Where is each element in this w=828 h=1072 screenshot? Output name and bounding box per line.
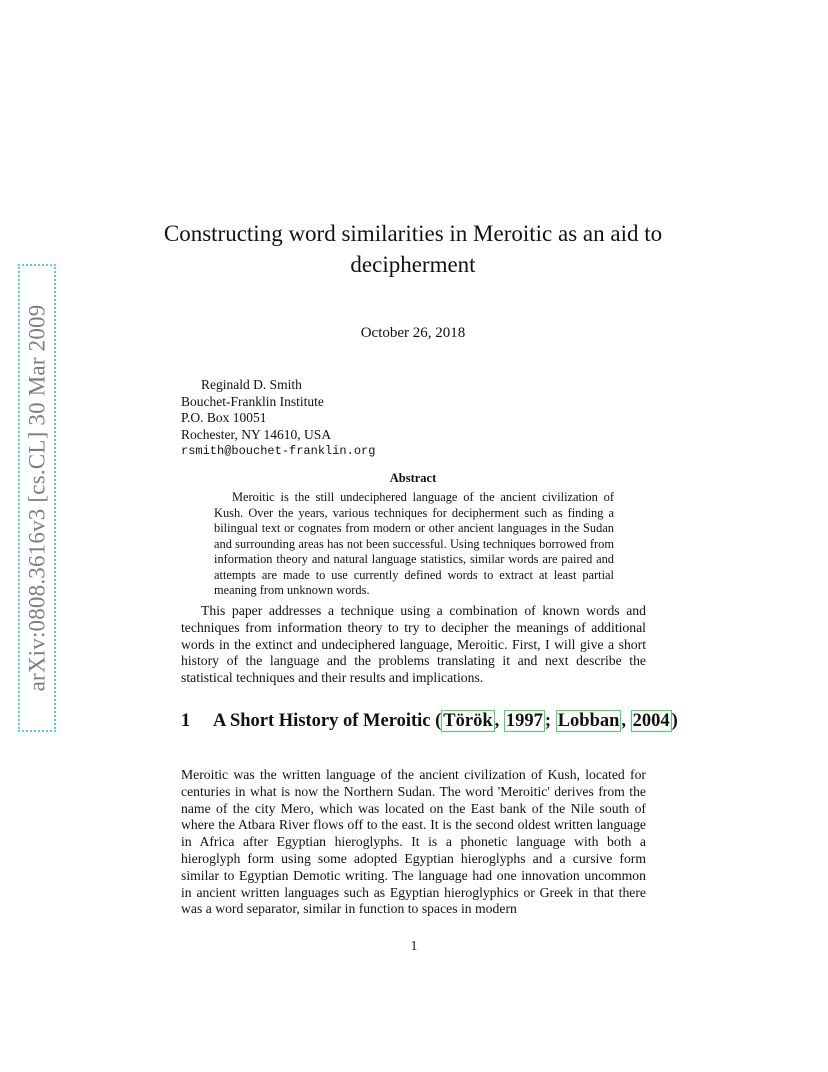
arxiv-id: arXiv:0808.3616v3 [cs.CL] 30 Mar 2009	[24, 304, 49, 692]
author-address-line2: Rochester, NY 14610, USA	[181, 426, 332, 442]
abstract-heading: Abstract	[389, 471, 437, 485]
citation-link-2004[interactable]: 2004	[632, 711, 670, 731]
citation-separator: ,	[621, 711, 631, 731]
arxiv-stamp[interactable]	[18, 264, 56, 732]
author-block	[181, 377, 375, 460]
section-number: 1	[181, 711, 191, 731]
citation-separator: ;	[544, 711, 556, 731]
page-number: 1	[410, 938, 418, 953]
paper-date: October 26, 2018	[360, 325, 466, 341]
citation-link-lobban[interactable]: Lobban	[557, 711, 620, 731]
author-email: rsmith@bouchet-franklin.org	[181, 444, 376, 458]
abstract-text: Meroitic is the still undeciphered language of the ancient civilization of Kush. Over the years, various techniques for decipherment such as finding a bilingual text or cognates from modern or other ancient languages in the Sudan and surrounding areas has not been successful. Using techniques borrowed from information theory and natural language statistics, similar words are paired and attempts are made to use currently defined words to extract at least partial meaning from unknown words.	[214, 490, 614, 597]
citation-link-1997[interactable]: 1997	[505, 711, 543, 731]
author-institution: Bouchet-Franklin Institute	[181, 393, 324, 409]
author-address-line1: P.O. Box 10051	[181, 410, 267, 425]
section-title	[213, 708, 701, 734]
citation-separator: ,	[494, 711, 504, 731]
section-title-suffix: )	[671, 711, 678, 731]
section-title-prefix: A Short History of Meroitic (	[213, 711, 442, 731]
paper-title: Constructing word similarities in Meroitic as an aid to decipherment	[163, 221, 663, 277]
author-name: Reginald D. Smith	[201, 377, 302, 392]
section-heading	[181, 708, 701, 734]
citation-link-torok[interactable]: Török	[443, 711, 493, 731]
section-body-text: Meroitic was the written language of the ancient civilization of Kush, located for centuries in what is now the Northern Sudan. The word 'Meroitic' derives from the name of the city Mero, which was located on the East bank of the Nile south of where the Atbara River flows off to the east. It is the second oldest written language in Africa after Egyptian hieroglyphs. It is a phonetic language with both a hieroglyph form using some adopted Egyptian hieroglyphs and a cursive form similar to Egyptian Demotic writing. The language had one innovation uncommon in ancient written languages such as Egyptian hieroglyphics or Greek in that there was a word separator, similar in function to spaces in modern	[181, 767, 646, 917]
intro-paragraph: This paper addresses a technique using a combination of known words and techniques from information theory to try to decipher the meanings of additional words in the extinct and undeciphered language, Meroitic. First, I will give a short history of the language and the problems translating it and next describe the statistical techniques and their results and implications.	[181, 603, 646, 686]
